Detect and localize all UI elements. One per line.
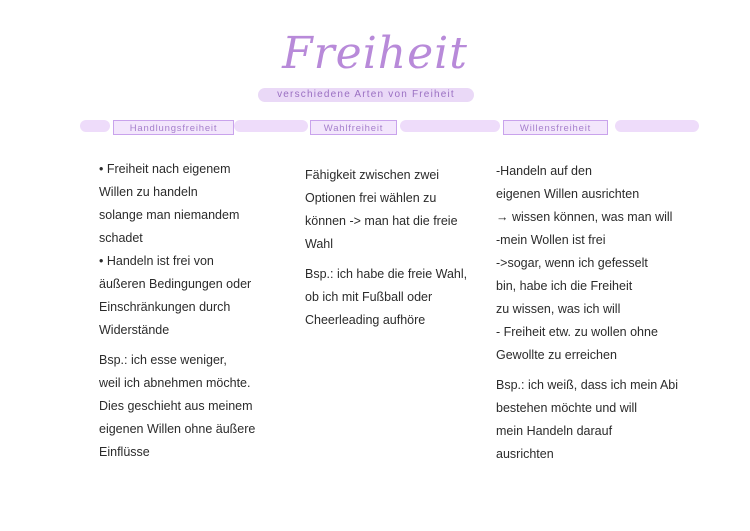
column-willensfreiheit bbox=[496, 160, 678, 466]
text-line: ausrichten bbox=[496, 447, 554, 461]
text-line: können -> man hat die freie bbox=[305, 214, 458, 228]
text-line: • Freiheit nach eigenem bbox=[99, 162, 231, 176]
text-line: Widerstände bbox=[99, 323, 170, 337]
subtitle: verschiedene Arten von Freiheit bbox=[277, 89, 455, 100]
text-line: Bsp.: ich esse weniger, bbox=[99, 353, 227, 367]
paragraph-gap bbox=[305, 256, 467, 263]
text-line: ->sogar, wenn ich gefesselt bbox=[496, 256, 648, 270]
text-line: -mein Wollen ist frei bbox=[496, 233, 606, 247]
text-line: • Handeln ist frei von bbox=[99, 254, 214, 268]
text-line: zu wissen, was ich will bbox=[496, 302, 621, 316]
text-line: Optionen frei wählen zu bbox=[305, 191, 437, 205]
text-line: solange man niemandem bbox=[99, 208, 240, 222]
text-line: → wissen können, was man will bbox=[496, 210, 673, 224]
heading-wahlfreiheit: Wahlfreiheit bbox=[310, 120, 397, 135]
text-line: Wahl bbox=[305, 237, 334, 251]
text-line: ob ich mit Fußball oder bbox=[305, 290, 433, 304]
highlight-band-right bbox=[615, 120, 699, 132]
text-line: bestehen möchte und will bbox=[496, 401, 638, 415]
text-line: Bsp.: ich weiß, dass ich mein Abi bbox=[496, 378, 679, 392]
text-line: eigenen Willen ohne äußere bbox=[99, 422, 256, 436]
heading-willensfreiheit: Willensfreiheit bbox=[503, 120, 608, 135]
text-line: äußeren Bedingungen oder bbox=[99, 277, 252, 291]
text-line: - Freiheit etw. zu wollen ohne bbox=[496, 325, 658, 339]
paragraph-gap bbox=[496, 367, 678, 374]
text-line: bin, habe ich die Freiheit bbox=[496, 279, 633, 293]
subtitle-highlight bbox=[258, 88, 474, 102]
highlight-band-left bbox=[80, 120, 110, 132]
text-line: Bsp.: ich habe die freie Wahl, bbox=[305, 267, 468, 281]
text-line: eigenen Willen ausrichten bbox=[496, 187, 640, 201]
text-line: schadet bbox=[99, 231, 143, 245]
highlight-band-mid-2 bbox=[400, 120, 500, 132]
text-line: mein Handeln darauf bbox=[496, 424, 613, 438]
text-line: -Handeln auf den bbox=[496, 164, 592, 178]
column-handlungsfreiheit bbox=[99, 158, 255, 464]
text-line: Gewollte zu erreichen bbox=[496, 348, 617, 362]
heading-handlungsfreiheit: Handlungsfreiheit bbox=[113, 120, 234, 135]
highlight-band-mid-1 bbox=[234, 120, 308, 132]
paragraph-gap bbox=[99, 342, 255, 349]
text-line: Einflüsse bbox=[99, 445, 150, 459]
text-line: Fähigkeit zwischen zwei bbox=[305, 168, 440, 182]
text-line: weil ich abnehmen möchte. bbox=[99, 376, 251, 390]
page-title: Freiheit bbox=[282, 28, 468, 79]
text-line: Willen zu handeln bbox=[99, 185, 198, 199]
column-wahlfreiheit bbox=[305, 164, 467, 332]
text-line: Dies geschieht aus meinem bbox=[99, 399, 253, 413]
text-line: Cheerleading aufhöre bbox=[305, 313, 426, 327]
text-line: Einschränkungen durch bbox=[99, 300, 231, 314]
